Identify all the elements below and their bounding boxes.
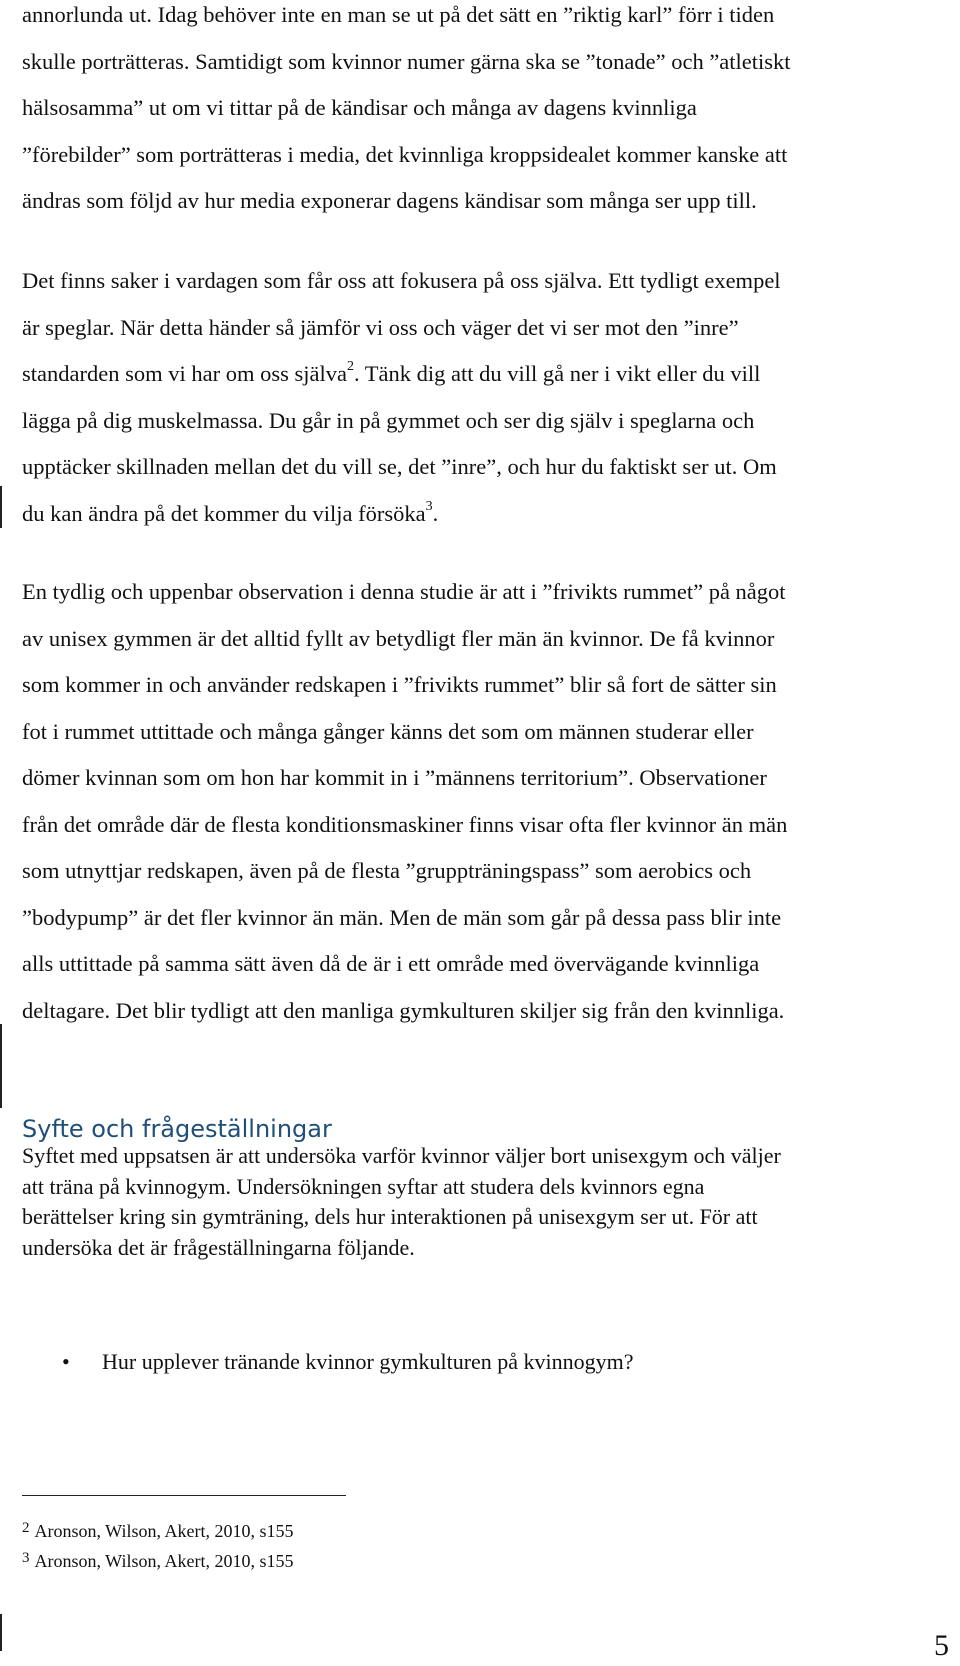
footnote-separator <box>22 1495 346 1496</box>
footnote-number: 3 <box>22 1550 30 1566</box>
text-line: ändras som följd av hur media exponerar dagens kändisar som många ser upp till. <box>22 188 757 213</box>
text-line: ”bodypump” är det fler kvinnor än män. Men de män som går på dessa pass blir inte <box>22 904 782 930</box>
footnote-ref: 3 <box>425 498 433 514</box>
change-bar <box>0 486 2 528</box>
text-line: upptäcker skillnaden mellan det du vill se, det ”inre”, och hur du faktiskt ser ut. Om <box>22 454 777 479</box>
section-heading: Syfte och frågeställningar <box>22 1115 332 1143</box>
text-line: ”förebilder” som porträtteras i media, det kvinnliga kroppsidealet kommer kanske att <box>22 141 788 167</box>
footnote-ref: 2 <box>346 359 354 374</box>
text-line <box>22 351 952 398</box>
paragraph-body-intro <box>22 0 952 225</box>
footnote-text: Aronson, Wilson, Akert, 2010, s155 <box>34 1551 294 1571</box>
footnote <box>22 1548 293 1574</box>
text-line: En tydlig och uppenbar observation i denna studie är att i ”frivikts rummet” på något <box>22 579 786 604</box>
text-segment: . Tänk dig att du vill gå ner i vikt eller du vill <box>353 361 761 386</box>
text-line: fot i rummet uttittade och många gånger känns det som om männen studerar eller <box>22 718 754 744</box>
footnote-text: Aronson, Wilson, Akert, 2010, s155 <box>34 1521 294 1541</box>
paragraph-observation <box>22 569 952 1034</box>
text-line: från det område där de flesta konditionsmaskiner finns visar ofta fler kvinnor än män <box>22 811 788 837</box>
text-line: deltagare. Det blir tydligt att den manliga gymkulturen skiljer sig från den kvinnliga. <box>22 997 785 1023</box>
text-line: berättelser kring sin gymträning, dels hur interaktionen på unisexgym ser ut. För att <box>22 1204 758 1229</box>
text-segment: . <box>432 500 439 526</box>
text-line: är speglar. När detta händer så jämför vi oss och väger det vi ser mot den ”inre” <box>22 314 739 340</box>
text-line: Det finns saker i vardagen som får oss att fokusera på oss själva. Ett tydligt exempel <box>22 268 781 293</box>
text-line: dömer kvinnan som om hon har kommit in i ”männens territorium”. Observationer <box>22 765 767 790</box>
text-line <box>22 491 952 538</box>
footnote <box>22 1518 293 1544</box>
text-line: undersöka det är frågeställningarna följande. <box>22 1234 415 1260</box>
text-line: som utnyttjar redskapen, även på de flesta ”gruppträningspass” som aerobics och <box>22 858 752 883</box>
footnote-number: 2 <box>22 1520 30 1536</box>
text-line: skulle porträtteras. Samtidigt som kvinnor numer gärna ska se ”tonade” och ”atletiskt <box>22 48 791 74</box>
text-line: annorlunda ut. Idag behöver inte en man se ut på det sätt en ”riktig karl” förr i tiden <box>22 2 775 27</box>
text-line: som kommer in och använder redskapen i ”frivikts rummet” blir så fort de sätter sin <box>22 672 777 697</box>
text-segment: du kan ändra på det kommer du vilja försöka <box>22 500 426 526</box>
text-line: lägga på dig muskelmassa. Du går in på gymmet och ser dig själv i speglarna och <box>22 407 755 433</box>
text-line: Syftet med uppsatsen är att undersöka varför kvinnor väljer bort unisexgym och väljer <box>22 1143 781 1168</box>
page-number: 5 <box>934 1629 949 1662</box>
change-bar <box>0 1024 2 1108</box>
paragraph-purpose <box>22 1141 952 1263</box>
paragraph-mirrors <box>22 258 952 537</box>
text-line: av unisex gymmen är det alltid fyllt av betydligt fler män än kvinnor. De få kvinnor <box>22 625 775 651</box>
text-line: alls uttittade på samma sätt även då de är i ett område med övervägande kvinnliga <box>22 951 760 976</box>
change-bar <box>0 1614 2 1651</box>
bullet-icon: • <box>62 1349 70 1374</box>
research-question: Hur upplever tränande kvinnor gymkulturen på kvinnogym? <box>102 1349 634 1374</box>
text-line: att träna på kvinnogym. Undersökningen syftar att studera dels kvinnors egna <box>22 1173 705 1199</box>
bullet-list-item <box>0 1346 960 1378</box>
text-line: hälsosamma” ut om vi tittar på de kändisar och många av dagens kvinnliga <box>22 95 697 120</box>
text-segment: standarden som vi har om oss själva <box>22 361 347 386</box>
